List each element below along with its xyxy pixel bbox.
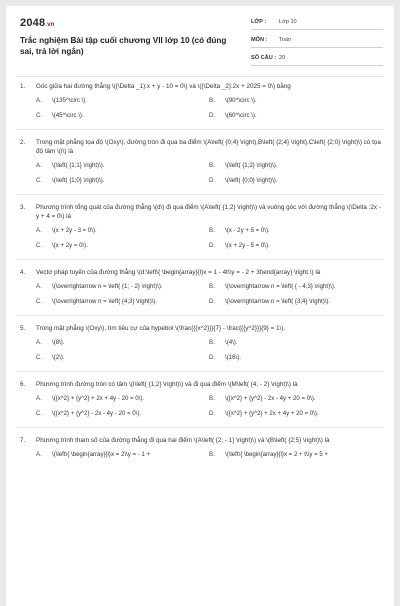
question-text-row (20, 82, 382, 91)
answer-option[interactable] (209, 96, 382, 105)
meta-label: LỚP : (251, 19, 267, 25)
question-divider (16, 315, 384, 316)
question-text: Trong mặt phẳng \(Oxy\), tìm tiêu cự của hypebol \(\frac{{{x^2}}}{7} - \frac{{{y^2}}}{9} = 1\). (36, 325, 286, 332)
option-key: A. (36, 339, 42, 346)
answer-option[interactable] (36, 338, 209, 347)
question-text-row (20, 138, 382, 156)
question-number: 2. (20, 139, 26, 146)
answer-option[interactable] (209, 241, 382, 250)
question-number: 6. (20, 381, 26, 388)
meta-label: MÔN : (251, 37, 268, 43)
answer-option[interactable] (36, 111, 209, 120)
question-number: 7. (20, 437, 26, 444)
answer-option[interactable] (36, 297, 209, 306)
answer-option[interactable] (36, 409, 209, 418)
question-divider (16, 259, 384, 260)
answer-options (20, 338, 382, 368)
answer-option[interactable] (36, 394, 209, 403)
option-text: \(x + 2y - 5 = 0\). (225, 242, 270, 249)
meta-label: SỐ CÂU : (251, 55, 277, 61)
option-text: \(2\). (52, 354, 65, 361)
option-key: B. (209, 97, 215, 104)
answer-option[interactable] (209, 450, 382, 459)
question-divider (16, 194, 384, 195)
option-key: D. (209, 242, 216, 249)
question-text: Vectơ pháp tuyến của đường thẳng \(d:\left\{ \begin{array}{l}x = 1 - 4t\\y = - 2 + 3t\end{array} \right.\) là (36, 269, 321, 276)
option-text: \(\left( {1;1} \right)\). (52, 162, 105, 169)
question-number: 5. (20, 325, 26, 332)
option-text: \({x^2} + {y^2} - 2x - 4y - 20 = 0\). (52, 410, 142, 417)
option-text: \(60^\circ \). (225, 112, 257, 119)
answer-option[interactable] (209, 338, 382, 347)
question-text-row (20, 436, 382, 445)
answer-option[interactable] (36, 450, 209, 459)
option-text: \(\overrightarrow n = \left( {4;3} \right)\). (52, 298, 158, 305)
question-text: Phương trình tham số của đường thẳng đi qua hai điểm \(A\left( {2; - 1} \right)\) và \(B\left( {2;5} \right)\) là (36, 437, 330, 444)
answer-options (20, 450, 382, 465)
question-text-row (20, 324, 382, 333)
option-text: \(135^\circ \). (52, 97, 88, 104)
question-number: 1. (20, 83, 26, 90)
question-divider (16, 427, 384, 428)
answer-option[interactable] (209, 282, 382, 291)
option-text: \(90^\circ \). (225, 97, 257, 104)
answer-options (20, 282, 382, 312)
option-key: D. (209, 177, 216, 184)
meta-row-subject (251, 33, 383, 48)
option-key: C. (36, 242, 43, 249)
question-item (6, 268, 394, 312)
answer-option[interactable] (209, 226, 382, 235)
question-divider (16, 371, 384, 372)
option-key: B. (209, 227, 215, 234)
answer-option[interactable] (209, 394, 382, 403)
answer-option[interactable] (209, 111, 382, 120)
answer-option[interactable] (209, 409, 382, 418)
answer-option[interactable] (36, 176, 209, 185)
option-key: A. (36, 97, 42, 104)
document-title: Trắc nghiệm Bài tập cuối chương VII lớp 10 (có đúng sai, trả lời ngắn) (20, 36, 227, 56)
meta-value: 20 (279, 55, 286, 61)
question-text-row (20, 203, 382, 221)
option-text: \(8\). (52, 339, 65, 346)
option-text: \(x - 2y + 5 = 0\). (225, 227, 270, 234)
option-key: B. (209, 283, 215, 290)
option-key: A. (36, 451, 42, 458)
option-key: B. (209, 395, 215, 402)
meta-row-count (251, 51, 383, 66)
answer-options (20, 394, 382, 424)
question-divider (16, 129, 384, 130)
question-text: Phương trình đường tròn có tâm \(I\left( {1;2} \right)\) và đi qua điểm \(M\left( {4; - 2} \right)\) là (36, 381, 298, 388)
answer-options (20, 161, 382, 191)
question-item (6, 82, 394, 126)
option-key: C. (36, 298, 43, 305)
answer-option[interactable] (36, 161, 209, 170)
option-text: \(\left( {0;0} \right)\). (225, 177, 278, 184)
option-key: C. (36, 112, 43, 119)
question-text-row (20, 380, 382, 389)
answer-option[interactable] (209, 161, 382, 170)
question-text-row (20, 268, 382, 277)
document-page (6, 6, 394, 606)
option-key: A. (36, 283, 42, 290)
question-text: Phương trình tổng quát của đường thẳng \(d\) đi qua điểm \(A\left( {1;2} \right)\) và vuông góc với đường thẳng \(\Delta :2x - y + 4 = 0\) là (36, 204, 381, 220)
answer-option[interactable] (209, 297, 382, 306)
option-key: D. (209, 298, 216, 305)
answer-options (20, 226, 382, 256)
option-key: A. (36, 395, 42, 402)
answer-option[interactable] (36, 353, 209, 362)
question-number: 3. (20, 204, 26, 211)
option-text: \({x^2} + {y^2} - 2x - 4y + 20 = 0\). (225, 395, 316, 402)
answer-option[interactable] (36, 96, 209, 105)
question-text: Góc giữa hai đường thẳng \({\Delta _1}:x + y - 10 = 0\) và \({\Delta _2}:2x + 2025 = 0\) bằng (36, 83, 291, 90)
option-text: \(\left( {1;2} \right)\). (225, 162, 278, 169)
question-text: Trong mặt phẳng tọa độ \(Oxy\), đường tròn đi qua ba điểm \(A\left( {0;4} \right),B\left( {2;4} \right),C\left( {2;0} \right)\) có tọa độ tâm \(I\) là (36, 139, 381, 155)
answer-option[interactable] (209, 176, 382, 185)
option-text: \(\left( {1;0} \right)\). (52, 177, 105, 184)
answer-option[interactable] (36, 226, 209, 235)
meta-value: Lớp 10 (279, 19, 297, 25)
option-text: \(\overrightarrow n = \left( {1; - 2} \right)\). (52, 283, 163, 290)
option-text: \(\left\{ \begin{array}{l}x = 2\\y = - 1 + (52, 451, 151, 458)
answer-option[interactable] (209, 353, 382, 362)
option-text: \(\left\{ \begin{array}{l}x = 2 + t\\y = 5 + (225, 451, 328, 458)
option-text: \({x^2} + {y^2} + 2x + 4y + 20 = 0\). (225, 410, 319, 417)
option-text: \(45^\circ \). (52, 112, 84, 119)
option-key: B. (209, 162, 215, 169)
option-text: \(x + 2y - 3 = 0\). (52, 227, 97, 234)
question-number: 4. (20, 269, 26, 276)
question-item (6, 203, 394, 256)
meta-panel (251, 15, 383, 69)
logo-text: 2048 (20, 17, 46, 29)
question-item (6, 380, 394, 424)
logo-suffix: .vn (45, 22, 55, 28)
option-key: D. (209, 354, 216, 361)
option-key: D. (209, 112, 216, 119)
option-text: \(4\). (225, 339, 238, 346)
option-key: D. (209, 410, 216, 417)
option-text: \(\overrightarrow n = \left( { - 4;3} \right)\). (225, 283, 336, 290)
document-header (6, 6, 394, 68)
question-item (6, 138, 394, 191)
option-text: \({x^2} + {y^2} + 2x + 4y - 20 = 0\). (52, 395, 145, 402)
question-list (6, 82, 394, 465)
meta-row-class (251, 15, 383, 30)
answer-options (20, 96, 382, 126)
option-key: C. (36, 177, 43, 184)
option-text: \(16\). (225, 354, 241, 361)
site-logo[interactable] (20, 17, 55, 29)
answer-option[interactable] (36, 241, 209, 250)
answer-option[interactable] (36, 282, 209, 291)
option-key: B. (209, 339, 215, 346)
header-divider (16, 76, 384, 77)
option-text: \(x + 2y = 0\). (52, 242, 88, 249)
meta-value: Toán (279, 37, 292, 43)
option-key: A. (36, 227, 42, 234)
option-key: B. (209, 451, 215, 458)
option-text: \(\overrightarrow n = \left( {3;4} \right)\). (225, 298, 331, 305)
option-key: C. (36, 354, 43, 361)
question-item (6, 324, 394, 368)
option-key: A. (36, 162, 42, 169)
option-key: C. (36, 410, 43, 417)
question-item (6, 436, 394, 465)
